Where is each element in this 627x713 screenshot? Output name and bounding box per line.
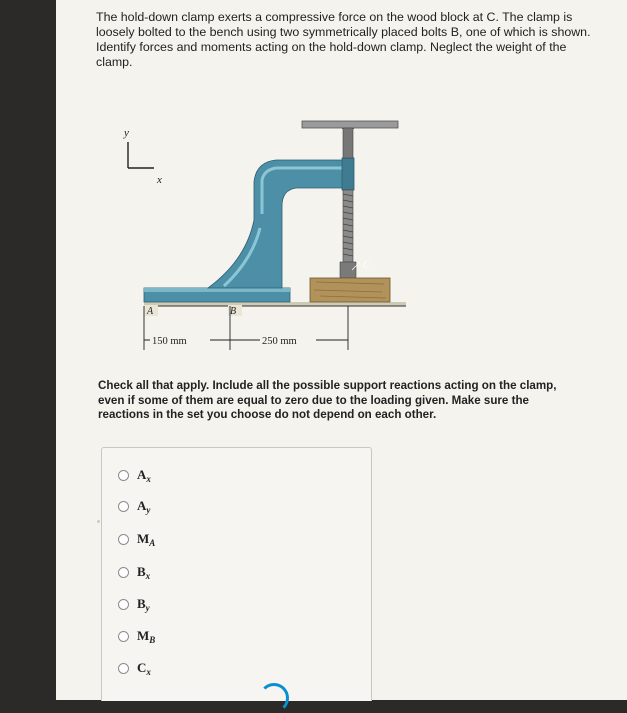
option-ax[interactable]: [118, 465, 151, 485]
checkbox-bx[interactable]: [118, 567, 129, 578]
dim-150: 150 mm: [152, 336, 187, 347]
clamp-figure: [116, 110, 436, 360]
stray-dot: [97, 520, 100, 523]
loading-spinner-icon: [259, 683, 289, 713]
option-cx-label: $C_x$: [137, 659, 151, 677]
instructions: Check all that apply. Include all the possible support reactions acting on the clamp, even if some of them are equal to zero due to the loading given. Make sure the reactions in the set you choose do not depend on each other.: [98, 379, 557, 421]
axis-x-label: x: [157, 174, 162, 186]
option-mb-label: $M_B$: [137, 627, 156, 645]
option-bx-label: $B_x$: [137, 563, 151, 581]
clamp-screw: [302, 121, 398, 278]
problem-statement: The hold-down clamp exerts a compressive force on the wood block at C. The clamp is loosely bolted to the bench using two symmetrically placed bolts B, one of which is shown. Identify forces and moments acting on the hold-down clamp. Neglect the weight of the clamp.: [96, 10, 591, 69]
option-ay-label: $A_y$: [137, 497, 151, 515]
option-ma-label: $M_A$: [137, 530, 156, 548]
option-by-label: $B_y$: [137, 595, 150, 613]
dim-250: 250 mm: [262, 336, 297, 347]
checkbox-mb[interactable]: [118, 631, 129, 642]
option-ay[interactable]: [118, 496, 150, 516]
label-a: A: [147, 306, 154, 317]
option-ma[interactable]: [118, 529, 155, 549]
page: [56, 0, 627, 700]
option-by[interactable]: [118, 594, 150, 614]
coordinate-axes: [123, 127, 162, 186]
options-box: [101, 447, 372, 701]
checkbox-ma[interactable]: [118, 534, 129, 545]
label-b: B: [230, 306, 237, 317]
label-c: C: [363, 260, 370, 271]
option-mb[interactable]: [118, 626, 155, 646]
option-bx[interactable]: [118, 562, 150, 582]
option-ax-label: $A_x$: [137, 466, 151, 484]
checkbox-ay[interactable]: [118, 501, 129, 512]
axis-y-label: y: [124, 127, 129, 139]
dimension-lines: [144, 306, 348, 350]
option-cx[interactable]: [118, 658, 151, 678]
checkbox-cx[interactable]: [118, 663, 129, 674]
checkbox-by[interactable]: [118, 599, 129, 610]
checkbox-ax[interactable]: [118, 470, 129, 481]
